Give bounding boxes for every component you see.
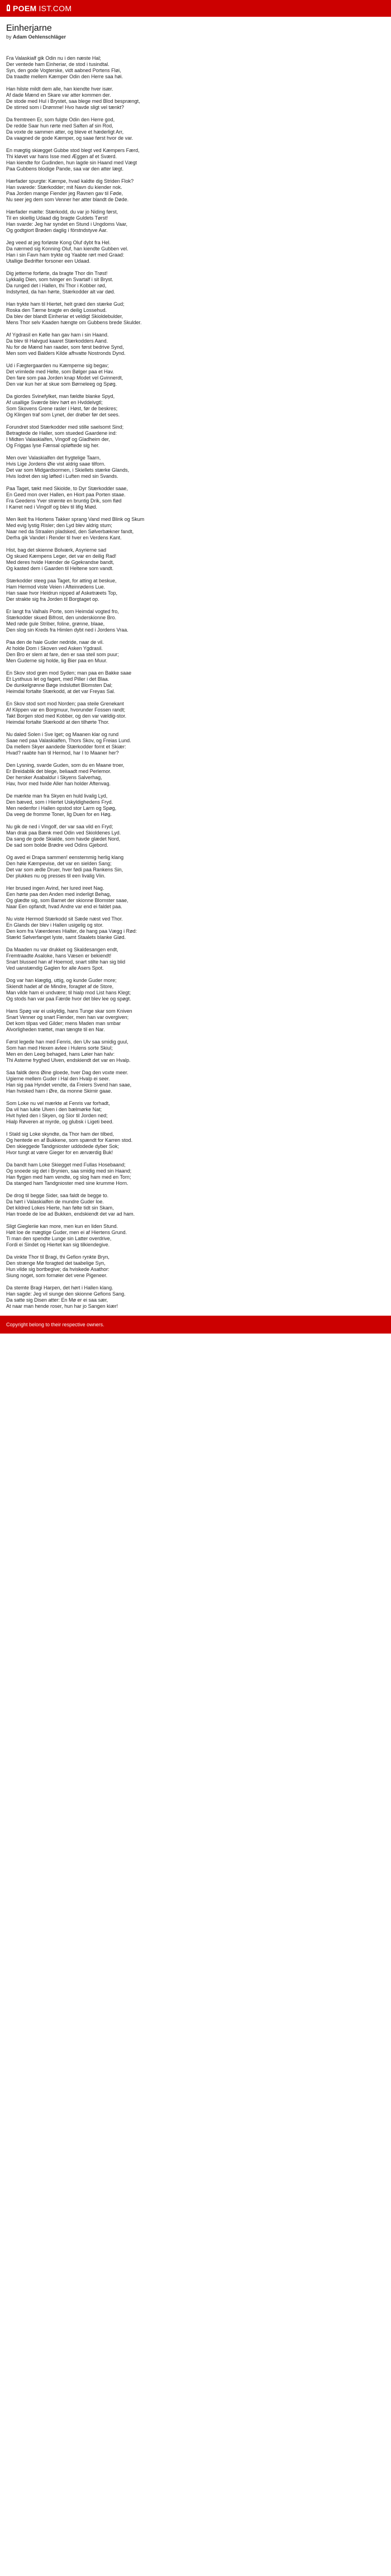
poem-line: Men en den Leeg behaged, hans Løier han halv:	[6, 1051, 115, 1057]
poem-line: Da blev der blandt Einheriar et veldigt Skioldebulder,	[6, 314, 123, 319]
poem-line: Da bandt ham Loke Skiegget med Fullas Hosebaand;	[6, 1162, 126, 1168]
poem-line: Er langt fra Valhals Porte, som Heimdal vogted fro,	[6, 609, 119, 614]
poem-line: Ham Hermod viste Veien i Afteinrødens Lue.	[6, 584, 106, 590]
poem-line: Det var som Midgardsormen, i Skiellets stærke Glands,	[6, 467, 130, 473]
poem-line: Det vrimlede med Helte, som Bølger paa et Hav.	[6, 369, 114, 374]
poem-line: Forundret stod Stærkodder med stille saelsomt Sind;	[6, 424, 124, 430]
stanza	[6, 947, 385, 971]
stanza	[6, 609, 385, 633]
stanza	[6, 455, 385, 480]
poem-line: Og stods han var paa Færde hvor det blev lee og spøgt.	[6, 996, 131, 1002]
poem-line: Den slog sin Kreds fra Himlen dybt ned i Jordens Vraa.	[6, 627, 128, 633]
poem-line: Han svarde: Jeg har syndet en Stund i Ungdoms Vaar,	[6, 221, 127, 227]
stanza	[6, 1039, 385, 1064]
poem-line: Sligt Giegleriie kan more, men kun en liden Stund.	[6, 1223, 118, 1229]
stanza	[6, 332, 385, 357]
poem-line: Men nedenfor i Hallen opstod stor Larm og Spøg,	[6, 805, 117, 811]
poem-line: Lykkalig Dien, som tvinger en Svartalf i sit Bryst.	[6, 277, 113, 282]
poem-line: Som Loke nu vel mærkte at Fenris var forhadt,	[6, 1100, 110, 1106]
poem-line: Paa Jorden mange Fiender jeg Ravnen gav til Føde,	[6, 191, 123, 196]
stanza	[6, 670, 385, 695]
poem-line: Fordi ei Sindet og Hiertet kan sig tilkiendegive.	[6, 1242, 110, 1247]
poem-line: Et Lysthuus let og fagert, med Piller i det Blaa.	[6, 676, 109, 682]
poem-line: Utallige Bedrifter forsoner een Udaad.	[6, 258, 91, 264]
poem-line: Han svarede: Stærkodder; mit Navn du kiender nok.	[6, 184, 122, 190]
stanza	[6, 978, 385, 1002]
poem-line: Men over Valaskialfen det frygtelige Taarn,	[6, 455, 101, 461]
poem-line: Først legede han med Fenris, den Ulv saa smidig guul,	[6, 1039, 128, 1045]
poem-line: Af Klippen var en Borgmuur, hvorunder Fossen randt;	[6, 707, 126, 713]
stanza	[6, 393, 385, 418]
poem-line: Af Ygdrasil en Kølle han gav ham i sin Haand.	[6, 332, 109, 338]
poem-line: De stode med Hul i Brystet, saa blege med Blod besprængt,	[6, 98, 140, 104]
stanza	[6, 1162, 385, 1187]
main-content	[0, 23, 391, 1310]
stanza	[6, 578, 385, 603]
poem-line: Og glædte sig, som Barnet der skionne Blomster saae,	[6, 898, 128, 903]
poem-line: Paa den de haie Guder nedride, naar de vil.	[6, 639, 104, 645]
stanza	[6, 885, 385, 910]
poem-line: Som han med Hexen avlee i Hulens sorte Skiul;	[6, 1045, 113, 1051]
poem-line: Hvad? raabte han til Hermod, har I to Maaner her?	[6, 750, 119, 756]
poem-line: Med røde gule Striber, foline, grønne, blaae,	[6, 621, 105, 627]
poem-line: Det kom tilpas ved Gilder; mens Maden man smbar	[6, 1021, 121, 1026]
poem-line: En Geed mon over Hallen, en Hiort paa Porten staae.	[6, 492, 126, 497]
stanza	[6, 363, 385, 387]
poem-line: Af dade Mænd en Skare var atter kommen der.	[6, 92, 111, 98]
poem-line: Naar Een opfandt, hvad Andre var end ei faldet paa.	[6, 904, 122, 909]
stanza	[6, 639, 385, 664]
poem-line: De dunkelgrønne Bøge indsluttet Blomsten Dal;	[6, 682, 113, 688]
poem-line: Da stemte Bragi Harpen, det hørt i Hallen klang.	[6, 1285, 113, 1291]
poem-line: I Stald sig Loke skyndte, da Thor ham der tilbed,	[6, 1131, 114, 1137]
poem-line: Indstyrted, da han hørte, Stærkodder alt var død.	[6, 289, 116, 295]
poem-line: Saa faldk dens Øine gloede, hver Dag den voxte meer.	[6, 1070, 128, 1075]
author-link[interactable]: Adam Oehlenschläger	[13, 34, 66, 40]
pen-nib-icon	[6, 4, 11, 12]
poem-line: Paa Taget, tækt med Skiolde, to Dyr Stærkodder saae,	[6, 486, 128, 491]
copyright-text: Copyright belong to their respective owners.	[6, 1322, 104, 1327]
poem-line: Og Friggas lyse Fænsal opløftede sig her.	[6, 443, 100, 448]
stanza	[6, 209, 385, 234]
poem-line: Hans Spøg var ei uskyldig, hans Tunge skar som Kniven	[6, 1008, 132, 1014]
poem-line: Den bæved, som i Hiertet Uskyldighedens Fryd.	[6, 799, 113, 805]
poem-line: Der hersker Asabaldur i Skyens Salverhag,	[6, 775, 102, 780]
poem-line: Og kasted dem i Gaarden til Heltene som vandt.	[6, 566, 114, 571]
poem-line: Heimdal fortalte Stærkodd, at det var Freyas Sal.	[6, 689, 116, 694]
poem-line: En Glands der blev i Hallen usigelig og stor.	[6, 922, 104, 928]
stanza	[6, 824, 385, 848]
poem-line: Da stanged ham Tandgnioster med sine krumme Horn.	[6, 1180, 128, 1186]
poem-line: Han sagde: Jeg vil siunge den skionne Gefions Sang.	[6, 1291, 126, 1297]
poem-line: De mærkte man fra Skyen en huld livalig Lyd,	[6, 793, 108, 799]
byline-prefix: by	[6, 34, 12, 40]
poem-line: Da vil han lukte Ulven i den bælmørke Nat;	[6, 1107, 102, 1112]
poem-line: Jeg veed at jeg forløste Kong Oluf dybt fra Hel.	[6, 240, 111, 245]
poem-line: Snart Venner og snart Fiender, men han var overgiven;	[6, 1014, 129, 1020]
stanza	[6, 178, 385, 203]
poem-line: Den høie Kæmpevise, det var en sielden Sang;	[6, 861, 112, 866]
poem-line: Ugierne mellem Guder i Hal den Hvalp ei seer.	[6, 1076, 110, 1081]
poem-line: Da vaagned de gode Kæmper, og saae først hvor de var.	[6, 135, 133, 141]
poem-line: Hav, hvor med hvide Aller han holder Aftenvag.	[6, 781, 111, 786]
stanza	[6, 148, 385, 172]
poem-line: Da fremtreen Er, som fulgte Odin den Herre god,	[6, 117, 115, 122]
stanza	[6, 793, 385, 818]
stanza	[6, 55, 385, 80]
poem-line: Naar ned da Straalen pladsked, den Sølverbækner fandt,	[6, 529, 134, 534]
poem-line: En Skov stod sort mod Norden; paa steile Grenekant	[6, 701, 124, 706]
poem-line: Fra Geedens Yver strømte en bruntig Drik, som flød	[6, 498, 122, 504]
poem-line: Han i sin Favn ham trykte og Yaabte rørt med Graad:	[6, 252, 125, 258]
poem-line: Det kildred Lokes Hierte, han følte tidt sin Skam,	[6, 1205, 114, 1211]
poem-line: Der strakte sig fra Jorden til Borgtaget op.	[6, 596, 99, 602]
poem-line: Nu daled Solen i Sve lget; og Maanen klar og rund	[6, 732, 119, 737]
poem-line: Det var som ædle Druer, hver fødi paa Rankens Sin,	[6, 867, 123, 872]
poem-line: I Midten Valaskialfen, Vingolf og Gladheim der,	[6, 437, 110, 442]
poem-line: Han hvisked ham i Øre, da monne Skirnir gaae.	[6, 1088, 112, 1094]
poem-line: En mægtig skiægget Gubbe stod blegt ved Kæmpers Færd,	[6, 148, 140, 153]
poem-line: Da Maaden nu var drukket og Skaldesangen endt,	[6, 947, 118, 952]
poem-line: Den Bro er slem at fare, den er saa steil som puur;	[6, 652, 119, 657]
poem-line: Snart blussed han af Hoemod, snart stilte han sig blid	[6, 959, 126, 965]
stanza	[6, 301, 385, 326]
poem-line: Ved uanstændig Gaglen for alle Asers Spot.	[6, 965, 104, 971]
poem-line: Alvorligheden trættet, man tængte til en Nar.	[6, 1027, 105, 1032]
poem-line: At naar man hende roser, hun har jo Sangen kiær!	[6, 1303, 118, 1309]
poem-line: De stirred som i Drømme! Hvo havde sligt vel tænkt?	[6, 105, 125, 110]
poem-line: De sad som bolde Brødre ved Odins Gjebord.	[6, 842, 108, 848]
poem-line: Men Ikeit fra Hiortens Takker sprang Vand med Blink og Skum	[6, 516, 145, 522]
stanza	[6, 916, 385, 941]
poem-line: Og Klingen traf som Lynet, der drøber før det sees.	[6, 412, 120, 418]
poem-line: Hvor tungt at være Gieger for en ærværdig Buk!	[6, 1150, 113, 1155]
stanza	[6, 240, 385, 264]
poem-line: Roska den Tærne bragte en deilig Lossehud.	[6, 307, 107, 313]
poem-line: Der plukkes nu og presses til een livalig Viin.	[6, 873, 106, 879]
poem-line: Hvit hyled den i Skyen, og Sior til Jorden ned;	[6, 1113, 108, 1118]
stanza	[6, 1285, 385, 1310]
poem-line: Han kiendte for Gudinden, hun lagde sin Haand med Vægt	[6, 160, 137, 165]
poem-line: Men som ved Balders Kilde afhvatte Nostronds Dynd.	[6, 350, 126, 356]
poem-line: At holde Dom i Skoven ved Asken Ygdrasil.	[6, 646, 103, 651]
poem-line: Hvis Lige Jordens Øie vist aldrig saae tilforn.	[6, 461, 106, 467]
stanza	[6, 271, 385, 295]
poem-line: Takt Borgen stod med Kobber, og den var vældig-stor.	[6, 713, 127, 719]
poem-line: Er Breidablik det blege, beliaadt med Perlemor.	[6, 768, 112, 774]
poem-line: Hvis Iodret den sig løfted i Luften med sin Svands.	[6, 473, 118, 479]
poem-line: Hun vilde sig bortbegive; da hviskede Asathor:	[6, 1266, 109, 1272]
poem-line: Og hentede en af Bukkene, som spændt for Karren stod.	[6, 1137, 133, 1143]
poem-line: Saae ned paa Valaskialfen, Thors Skov, og Freias Lund.	[6, 738, 131, 743]
poem-line: Da nærmed sig Konning Oluf, han kiendte Gubben vel.	[6, 246, 128, 252]
site-logo[interactable]	[6, 4, 71, 13]
poem-line: Da vinkte Thor til Bragi, thi Gefion rynkte Bryn,	[6, 1254, 109, 1260]
poem-line: Dog var han klægtig, uttig, og kunde Guder more;	[6, 978, 117, 983]
poem-line: Hærfader mælte: Stærkodd, du var jo Niding først,	[6, 209, 118, 215]
stanza	[6, 1131, 385, 1156]
poem-line: Stærkodder skued Bifrost, den underskionne Bro.	[6, 615, 117, 620]
poem-line: Med evig lystig Risler; den Lyd blev aldrig stum;	[6, 523, 112, 528]
stanza	[6, 1223, 385, 1248]
poem-line: Af usallige Sværde blev hørt en Hvddelvgtl;	[6, 400, 103, 405]
stanza	[6, 701, 385, 725]
poem-line: Den skieggede Tandgnioster uddodede dyber Sok;	[6, 1144, 119, 1149]
poem-line: Siung noget, som fornøier det vene Pigeneer.	[6, 1273, 108, 1278]
poem-body	[6, 55, 385, 1310]
byline	[6, 34, 385, 40]
poem-line: Han saae hvor Heidrun nipped af Asketræets Top,	[6, 590, 117, 596]
poem-line: Den kom fra Væerdenes Hialter, de hang paa Vægg i Rød:	[6, 928, 137, 934]
poem-line: Og skued Kæmpens Leger, det var en deilig Rad!	[6, 553, 117, 559]
poem-line: Nu seer jeg dem som Venner her atter blandt de Døde.	[6, 197, 129, 202]
poem-line: Fremtraadte Asaloke, hans Væsen er bekiendt!	[6, 953, 112, 959]
poem-line: Som Skovens Grene rasler i Høst, før de beskres;	[6, 406, 118, 411]
stanza	[6, 86, 385, 111]
stanza	[6, 1254, 385, 1279]
stanza	[6, 424, 385, 449]
poem-line: Da voxte de sammen atter, og bleve et hæderligt Arr,	[6, 129, 124, 135]
poem-line: Da hørt i Valaskialfen de mundre Guder loe.	[6, 1199, 104, 1204]
poem-line: De redde Saar hun rørte med Saften af sin Rod,	[6, 123, 113, 129]
poem-line: Nu gik de ned i Vingolf, der var saa vild en Fryd;	[6, 824, 113, 829]
poem-line: Til en skiellig Udaad dig bragte Guldets Tørst!	[6, 215, 108, 221]
poem-line: Den var kun her at skue som Børneleeg og Spøg.	[6, 381, 117, 387]
stanza	[6, 516, 385, 541]
poem-line: Da veeg de fromme Toner, lig Duen for en Høg.	[6, 812, 112, 817]
poem-line: Han sig paa Hyndet vendte, da Freiers Svend han saae,	[6, 1082, 132, 1088]
poem-line: De drog til begge Sider, saa faldt de begge to.	[6, 1193, 109, 1198]
logo-text-bold: POEM	[13, 4, 37, 13]
stanza	[6, 486, 385, 510]
poem-line: Derfra gik Vandet i Render til hver en Verdens Kant.	[6, 535, 122, 540]
poem-line: Ti man den spendte Lunge sin Latter overdrive,	[6, 1236, 112, 1241]
poem-line: Thi kløvet var hans Isse med Æggen af et Sværd.	[6, 154, 117, 159]
stanza	[6, 1070, 385, 1094]
poem-line: Da traadte mellem Kæmper Odin den Herre saa høi.	[6, 74, 123, 79]
poem-line: Man drak paa Bænk med Odin ved Skioldenes Lyd.	[6, 830, 121, 836]
poem-line: Han flygjen med ham vendte, og slog ham med en Torn;	[6, 1174, 131, 1180]
poem-line: Hialp Røveren at myrde, og glubsk i Ligeti beed.	[6, 1119, 114, 1125]
poem-line: Da blev til Halvgud kaaret Stærkodders Aand.	[6, 338, 108, 344]
poem-line: Høit loe de mægtige Guder, men ei af Hiertens Grund.	[6, 1230, 127, 1235]
stanza	[6, 732, 385, 756]
top-bar	[0, 0, 391, 17]
poem-line: Da mellem Skyer aandede Stærkodder fornt et Skiær:	[6, 744, 126, 749]
logo-text-light: IST.COM	[39, 4, 72, 13]
poem-line: Men Guderne sig holde, lig Bier paa en Muur.	[6, 658, 108, 663]
poem-line: En Skov stod grøn mod Syden; man paa en Bakke saae	[6, 670, 132, 676]
poem-line: Mens Thor selv Kaaden hængte om Gubbens brede Skulder.	[6, 320, 142, 325]
poem-line: Den strænge Mø foragted det taabelige Syn,	[6, 1260, 106, 1266]
stanza	[6, 855, 385, 879]
poem-line: Stærkt Sølverfanget lyste, samt Staalets blanke Glød.	[6, 934, 126, 940]
poem-line: Han trykte ham til Hiertet, helt græd den stærke Gud;	[6, 301, 125, 307]
poem-line: Stærkodder steeg paa Taget, for atting at beskue,	[6, 578, 117, 583]
stanza	[6, 1193, 385, 1217]
poem-line: Og godtgiort Brøden daglig i förstndstyve Aar.	[6, 227, 108, 233]
poem-line: I Karret ned i Vingolf og blev til lifig Miød.	[6, 504, 97, 510]
poem-line: Paa Gubbens blodige Pande, saa var den atter lægt.	[6, 166, 124, 172]
poem-line: Da satte sig Disen atter: En Mø er ei saa sær,	[6, 1297, 108, 1303]
poem-line: Han troede de loe ad Bukken, endskiendt det var ad ham.	[6, 1211, 135, 1217]
poem-line: Han hilste mildt dem alle, han kiendte hver især.	[6, 86, 113, 92]
stanza	[6, 762, 385, 787]
poem-line: Dig jetterne forførte, da bragte Thor din Trøst!	[6, 271, 108, 276]
poem-line: Fra Valaskialf gik Odin nu i den næste Hal;	[6, 55, 101, 61]
poem-line: Og snoede sig det i Brynien, saa smidig med sin Haand;	[6, 1168, 132, 1174]
poem-line: Hist, bag det skienne Bolværk, Asyrierne sad	[6, 547, 107, 553]
poem-line: Een hørte paa den Anden med inderligt Behag,	[6, 891, 111, 897]
poem-line: Betragtede de Haller, som stueded Gaardene ind:	[6, 430, 117, 436]
poem-line: Syn, den gode Vogterske, vidt aabned Portens Fløi,	[6, 68, 121, 73]
stanza	[6, 117, 385, 141]
poem-line: Den Lysning, svarde Guden, som du en Maane troer,	[6, 762, 125, 768]
poem-line: Nu for de Mænd han raader, som først bedrive Synd,	[6, 344, 124, 350]
poem-line: Der ventede ham Einheriar, de stod i tusindtal.	[6, 61, 109, 67]
poem-line: Thi Asterne fryghed Ulven, endskiendt det var en Hvalp.	[6, 1057, 131, 1063]
poem-line: Her brused ingen Avind, her lured ireet Nag.	[6, 885, 104, 891]
poem-line: Og aved ei Drapa sammen! eenstemmig herlig klang	[6, 855, 124, 860]
poem-line: Man vilde ham ei undvære; til hialp mod List hans Klegt;	[6, 990, 131, 995]
stanza	[6, 1008, 385, 1033]
poem-line: Nu viste Hermod Stærkodd sit Sæde næst ved Thor.	[6, 916, 123, 922]
poem-line: Skiendt hadet af de Mindre, foragtet af de Store,	[6, 984, 114, 989]
stanza	[6, 1100, 385, 1125]
poem-line: Hærfader spurgte: Kæmpe, hvad kaldte dig Striden Flok?	[6, 178, 134, 184]
footer	[0, 1316, 391, 1334]
poem-line: Da giordes Svinefylket, man fældte blanke Spyd,	[6, 393, 115, 399]
poem-line: Heimdal fortalte Stærkodd at den tilhørte Thor.	[6, 719, 109, 725]
poem-line: Med deres hvide Hænder de Ggekrandse bandt,	[6, 559, 115, 565]
poem-line: Da runged det i Hallen, thi Thor i Kobber rød,	[6, 283, 107, 288]
poem-line: Ud i Fægtergaarden nu Kæmperne sig begav;	[6, 363, 109, 368]
poem-line: Da sang de gode Skialde, som havde glædet Nord,	[6, 836, 121, 842]
poem-title: Einherjarne	[6, 23, 52, 33]
stanza	[6, 547, 385, 572]
poem-line: Den fare som paa Jorden knap Modet vel Gvinnerdt,	[6, 375, 123, 381]
